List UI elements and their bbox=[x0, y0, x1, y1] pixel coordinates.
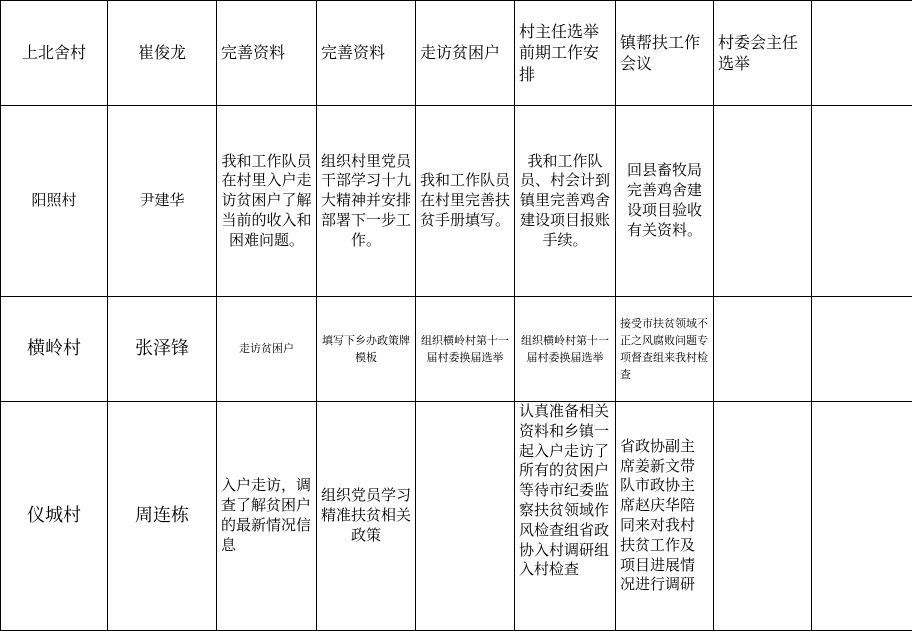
activity-cell: 组织村里党员干部学习十九大精神并安排部署下一步工作。 bbox=[317, 106, 416, 297]
activity-cell: 完善资料 bbox=[217, 1, 317, 106]
activity-cell: 接受市扶贫领域不正之风腐败问题专项督查组来我村检查 bbox=[616, 297, 714, 402]
activity-cell: 回县畜牧局完善鸡舍建设项目验收有关资料。 bbox=[616, 106, 714, 297]
activity-cell: 我和工作队员在村里完善扶贫手册填写。 bbox=[416, 106, 515, 297]
village-cell: 阳照村 bbox=[1, 106, 108, 297]
table-row bbox=[1, 297, 912, 402]
activity-cell: 省政协副主席姜新文带队市政协主席赵庆华陪同来对我村扶贫工作及项目进展情况进行调研 bbox=[616, 402, 714, 631]
activity-cell bbox=[714, 106, 812, 297]
activity-cell: 填写下乡办政策牌模板 bbox=[317, 297, 416, 402]
activity-cell bbox=[714, 402, 812, 631]
activity-cell: 村委会主任选举 bbox=[714, 1, 812, 106]
table-row bbox=[1, 106, 912, 297]
activity-cell: 我和工作队员在村里入户走访贫困户了解当前的收入和困难问题。 bbox=[217, 106, 317, 297]
activity-cell: 镇帮扶工作会议 bbox=[616, 1, 714, 106]
person-cell: 尹建华 bbox=[108, 106, 217, 297]
activity-cell: 走访贫困户 bbox=[217, 297, 317, 402]
empty-cell bbox=[812, 106, 912, 297]
activity-cell: 完善资料 bbox=[317, 1, 416, 106]
person-cell: 周连栋 bbox=[108, 402, 217, 631]
activity-cell: 入户走访，调查了解贫困户的最新情况信息 bbox=[217, 402, 317, 631]
empty-cell bbox=[812, 402, 912, 631]
activity-cell: 我和工作队员、村会计到镇里完善鸡舍建设项目报账手续。 bbox=[515, 106, 616, 297]
activity-cell: 走访贫困户 bbox=[416, 1, 515, 106]
village-cell: 仪城村 bbox=[1, 402, 108, 631]
table-row bbox=[1, 1, 912, 106]
person-cell: 张泽锋 bbox=[108, 297, 217, 402]
activity-cell: 村主任选举前期工作安排 bbox=[515, 1, 616, 106]
activity-cell bbox=[416, 402, 515, 631]
activity-cell: 组织横岭村第十一届村委换届选举 bbox=[515, 297, 616, 402]
village-cell: 横岭村 bbox=[1, 297, 108, 402]
person-cell: 崔俊龙 bbox=[108, 1, 217, 106]
activity-cell: 组织党员学习精准扶贫相关政策 bbox=[317, 402, 416, 631]
village-cell: 上北舍村 bbox=[1, 1, 108, 106]
empty-cell bbox=[812, 1, 912, 106]
activity-cell bbox=[714, 297, 812, 402]
empty-cell bbox=[812, 297, 912, 402]
table-row bbox=[1, 402, 912, 631]
activity-cell: 认真准备相关资料和乡镇一起入户走访了所有的贫困户等待市纪委监察扶贫领域作风检查组省政协入村调研组入村检查 bbox=[515, 402, 616, 631]
activity-cell: 组织横岭村第十一届村委换届选举 bbox=[416, 297, 515, 402]
